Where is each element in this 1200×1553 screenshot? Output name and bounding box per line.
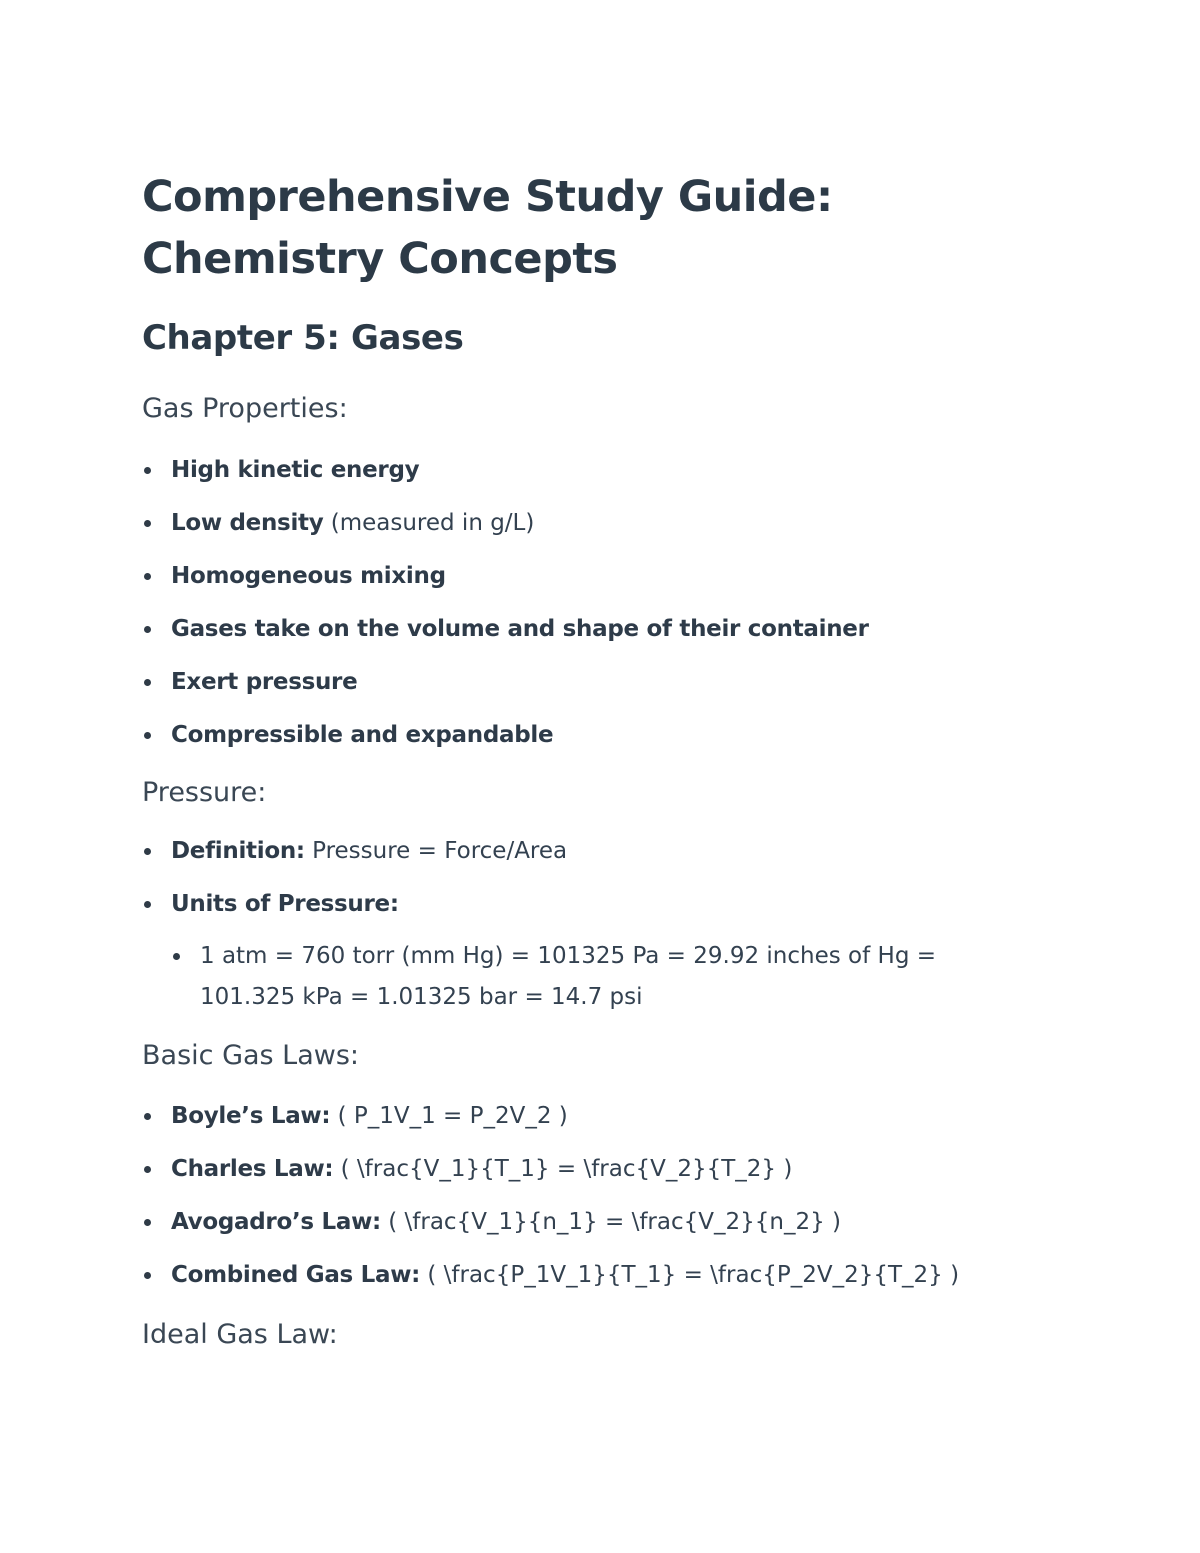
pressure-list xyxy=(142,836,567,919)
list-item-bold: Boyle’s Law: xyxy=(171,1103,331,1129)
list-item-bold: Avogadro’s Law: xyxy=(171,1209,381,1235)
section-heading-pressure: Pressure: xyxy=(142,777,267,808)
list-item-bold: Charles Law: xyxy=(171,1156,334,1182)
list-item-bold: Combined Gas Law: xyxy=(171,1262,421,1288)
list-item xyxy=(142,720,869,750)
basic-gas-laws-list xyxy=(142,1101,959,1290)
list-item xyxy=(142,614,869,644)
list-item xyxy=(142,667,869,697)
list-item-bold: High kinetic energy xyxy=(171,457,420,483)
chapter-heading: Chapter 5: Gases xyxy=(142,318,464,358)
pressure-units-sublist xyxy=(171,936,1030,1018)
gas-properties-list xyxy=(142,455,869,750)
section-heading-basic-gas-laws: Basic Gas Laws: xyxy=(142,1040,360,1071)
list-item-bold: Compressible and expandable xyxy=(171,722,554,748)
section-heading-ideal-gas-law: Ideal Gas Law: xyxy=(142,1319,338,1350)
list-item-bold: Homogeneous mixing xyxy=(171,563,446,589)
list-item xyxy=(142,1154,959,1184)
list-item-text: ( P_1V_1 = P_2V_2 ) xyxy=(330,1103,568,1129)
list-item-bold: Low density xyxy=(171,510,324,536)
list-item-text: ( \frac{V_1}{n_1} = \frac{V_2}{n_2} ) xyxy=(380,1209,842,1235)
list-item-text: (measured in g/L) xyxy=(323,510,535,536)
list-item xyxy=(142,889,567,919)
title-line-2: Chemistry Concepts xyxy=(142,234,618,284)
sub-list-item: 1 atm = 760 torr (mm Hg) = 101325 Pa = 29.92 inches of Hg = 101.325 kPa = 1.01325 bar = 14.7 psi xyxy=(171,936,1030,1018)
section-heading-gas-properties: Gas Properties: xyxy=(142,393,348,424)
document-title xyxy=(142,166,1042,290)
list-item xyxy=(142,508,869,538)
title-line-1: Comprehensive Study Guide: xyxy=(142,172,833,222)
list-item-bold: Definition: xyxy=(171,838,305,864)
list-item xyxy=(142,836,567,866)
list-item-text: ( \frac{V_1}{T_1} = \frac{V_2}{T_2} ) xyxy=(333,1156,793,1182)
list-item xyxy=(142,1207,959,1237)
list-item xyxy=(142,1101,959,1131)
list-item xyxy=(142,455,869,485)
list-item-bold: Exert pressure xyxy=(171,669,358,695)
list-item xyxy=(142,561,869,591)
list-item-text: Pressure = Force/Area xyxy=(304,838,568,864)
list-item-bold: Gases take on the volume and shape of their container xyxy=(171,616,869,642)
list-item-text: ( \frac{P_1V_1}{T_1} = \frac{P_2V_2}{T_2} ) xyxy=(420,1262,960,1288)
list-item-bold: Units of Pressure: xyxy=(171,891,399,917)
list-item xyxy=(142,1260,959,1290)
